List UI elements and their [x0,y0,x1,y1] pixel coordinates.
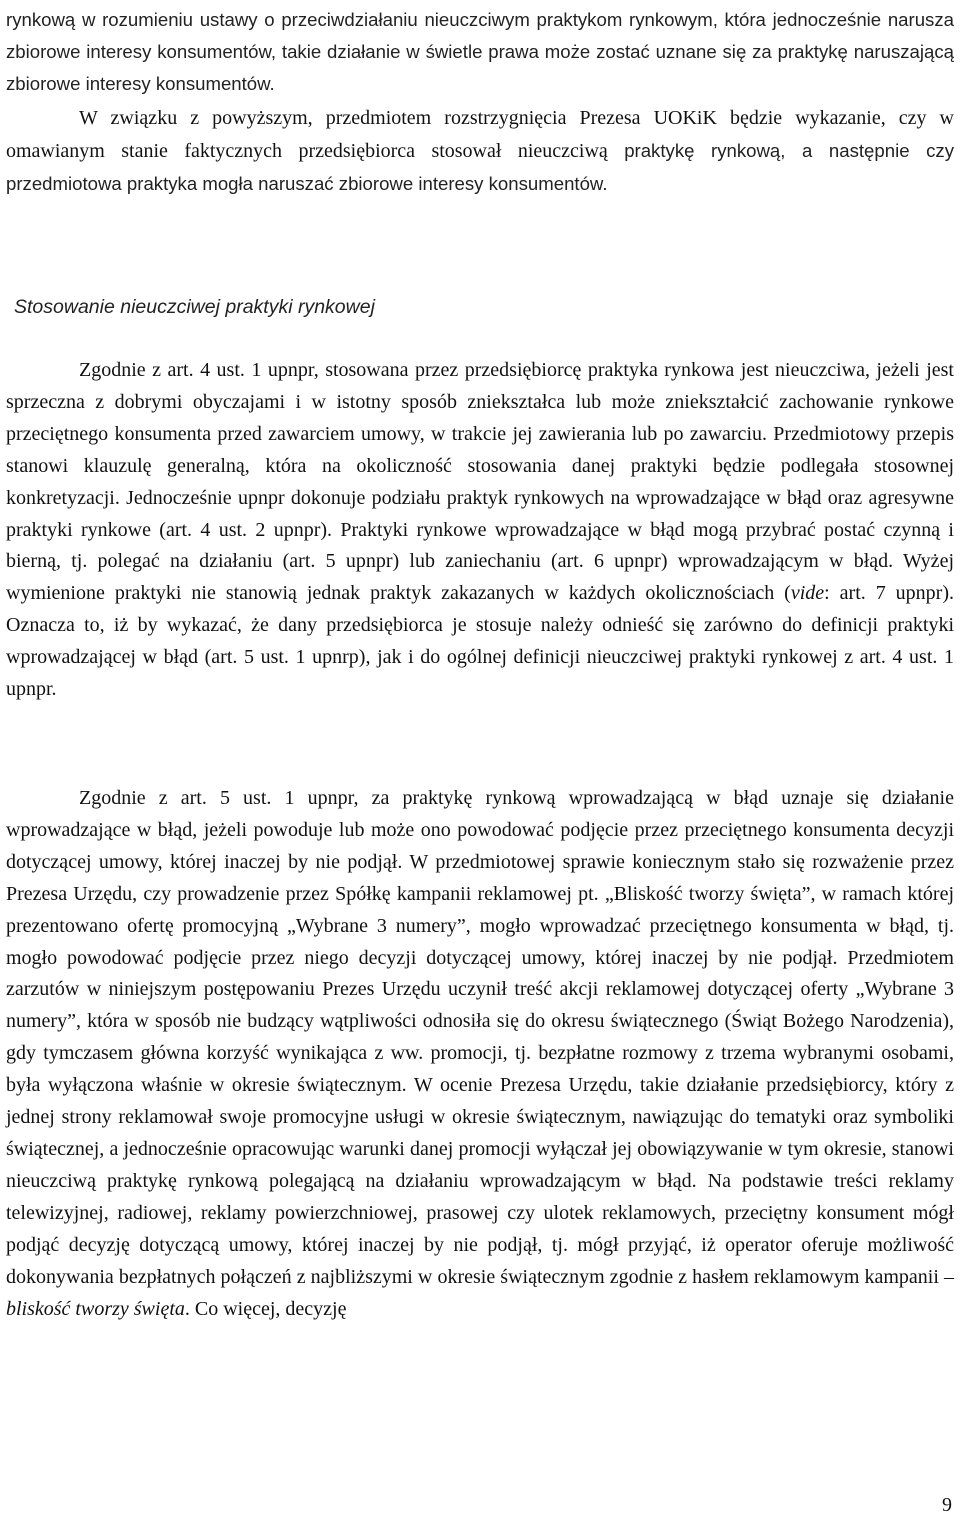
paragraph-subject-serif: W związku z powyższym, przedmiotem rozstrzygnięcia Prezesa UOKiK będzie wykazanie, czy w omawianym stanie faktycznych przedsiębiorca stosował nieuczciwą [6,106,954,162]
page-number: 9 [942,1494,952,1516]
paragraph-art5-block [6,783,954,1325]
section-heading: Stosowanie nieuczciwej praktyki rynkowej [14,296,375,318]
paragraph-subject [6,103,954,201]
vide-term: vide [790,582,825,605]
paragraph-art4-part-a: Zgodnie z art. 4 ust. 1 upnpr, stosowana przez przedsiębiorcę praktyka rynkowa jest nieuczciwa, jeżeli jest sprzeczna z dobrymi obyczajami i w istotny sposób zniekształca lub może zniekształcić zachowanie rynkowe przeciętnego konsumenta przed zawarciem umowy, w trakcie jej zawierania lub po zawarciu. Przedmiotowy przepis stanowi klauzulę generalną, która na okoliczność stosowania danej praktyki będzie podlegała stosownej konkretyzacji. Jednocześnie upnpr dokonuje podziału praktyk rynkowych na wprowadzające w błąd oraz agresywne praktyki rynkowe (art. 4 ust. 2 upnpr). Praktyki rynkowe wprowadzające w błąd mogą przybrać postać czynną i bierną, tj. polegać na działaniu (art. 5 upnpr) lub zaniechaniu (art. 6 upnpr) wprowadzającym w błąd. Wyżej wymienione praktyki nie stanowią jednak praktyk zakazanych w każdych okolicznościach ( [6,359,954,605]
document-page [6,4,954,1320]
paragraph-art5-part-a: Zgodnie z art. 5 ust. 1 upnpr, za praktykę rynkową wprowadzającą w błąd uznaje się działanie wprowadzające w błąd, jeżeli powoduje lub może ono powodować podjęcie przez przeciętnego konsumenta decyzji dotyczącej umowy, której inaczej by nie podjął. W przedmiotowej sprawie koniecznym stało się rozważenie przez Prezesa Urzędu, czy prowadzenie przez Spółkę kampanii reklamowej pt. „Bliskość tworzy święta”, w ramach której prezentowano ofertę promocyjną „Wybrane 3 numery”, mogło wprowadzać przeciętnego konsumenta w błąd, tj. mogło powodować podjęcie przez niego decyzji dotyczącej umowy, której inaczej by nie podjął. Przedmiotem zarzutów w niniejszym postępowaniu Prezes Urzędu uczynił treść akcji reklamowej dotyczącej oferty „Wybrane 3 numery”, która w sposób nie budzący wątpliwości odnosiła się do okresu świątecznego (Świąt Bożego Narodzenia), gdy tymczasem główna korzyść wynikająca z ww. promocji, tj. bezpłatne rozmowy z trzema wybranymi osobami, była wyłączona właśnie w okresie świątecznym. W ocenie Prezesa Urzędu, takie działanie przedsiębiorcy, który z jednej strony reklamował swoje promocyjne usługi w okresie świątecznym, nawiązując do tematyki oraz symboliki świątecznej, a jednocześnie opracowując warunki danej promocji wyłączał jej obowiązywanie w tym okresie, stanowi nieuczciwą praktykę rynkową polegającą na działaniu wprowadzającym w błąd. Na podstawie treści reklamy telewizyjnej, radiowej, reklamy powierzchniowej, prasowej czy ulotek reklamowych, przeciętny konsument mógł podjąć decyzję dotyczącą umowy, której inaczej by nie podjął, tj. mógł przyjąć, iż operator oferuje możliwość dokonywania bezpłatnych połączeń z najbliższymi w okresie świątecznym zgodnie z hasłem reklamowym kampanii – [6,787,954,1288]
paragraph-art4 [6,355,954,706]
campaign-slogan: bliskość tworzy święta [6,1297,185,1320]
paragraph-art4-block [6,355,954,706]
paragraph-art4-part-b: : art. 7 upnpr). Oznacza to, iż by wykazać, że dany przedsiębiorca je stosuje należy odnieść się zarówno do definicji praktyki wprowadzającej w błąd (art. 5 ust. 1 upnrp), jak i do ogólnej definicji nieuczciwej praktyki rynkowej z art. 4 ust. 1 upnpr. [6,582,954,701]
paragraph-art5 [6,783,954,1325]
paragraph-art5-part-b: . Co więcej, decyzję [184,1297,347,1320]
paragraph-intro: rynkową w rozumieniu ustawy o przeciwdziałaniu nieuczciwym praktykom rynkowym, która jednocześnie narusza zbiorowe interesy konsumentów, takie działanie w świetle prawa może zostać uznane się za praktykę naruszającą zbiorowe interesy konsumentów. [6,9,954,94]
paragraph-subject-sans: praktykę rynkową, a następnie czy przedmiotowa praktyka mogła naruszać zbiorowe interesy konsumentów. [6,139,954,194]
